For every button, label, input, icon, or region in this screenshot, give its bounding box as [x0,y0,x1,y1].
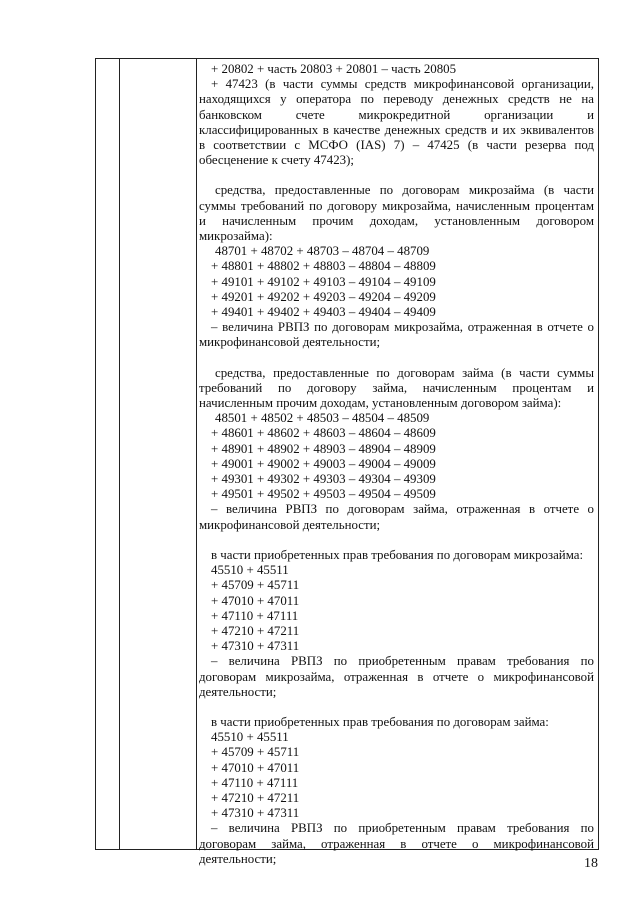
text-line: договорам займа, отраженная в отчете о микрофинансовой [199,836,594,851]
text-line: + 49301 + 49302 + 49303 – 49304 – 49309 [211,472,436,487]
text-line: + 47010 + 47011 [211,593,300,608]
text-line: + 47110 + 47111 [211,775,299,790]
text-line: + 45709 + 45711 [211,745,300,760]
text-line: деятельности; [199,851,277,866]
text-line: в части приобретенных прав требования по договорам займа: [211,714,549,729]
text-line: + 47010 + 47011 [211,760,300,775]
page-number: 18 [584,856,598,871]
text-line: деятельности; [199,684,277,699]
text-line: находящихся у оператора по переводу денежных средств не на [199,92,594,107]
text-line: + 49101 + 49102 + 49103 – 49104 – 49109 [211,274,436,289]
text-line: + 47110 + 47111 [211,608,299,623]
text-line: 48501 + 48502 + 48503 – 48504 – 48509 [215,411,430,426]
text-line: + 48601 + 48602 + 48603 – 48604 – 48609 [211,426,436,441]
text-line: 45510 + 45511 [211,730,289,745]
text-line: средства, предоставленные по договорам займа (в части суммы [215,365,594,380]
text-line: + 49501 + 49502 + 49503 – 49504 – 49509 [211,487,436,502]
text-line: + 47423 (в части суммы средств микрофинансовой организации, [211,77,594,92]
text-line: микрозайма): [199,229,273,244]
paragraph [199,62,594,168]
text-line: суммы требований по договору микрозайма, начисленным процентам [199,198,594,213]
text-line: 45510 + 45511 [211,563,289,578]
text-line: микрофинансовой деятельности; [199,335,381,350]
paragraph [199,548,594,700]
text-line: микрофинансовой деятельности; [199,517,381,532]
text-line: + 47210 + 47211 [211,623,300,638]
paragraph [199,183,594,350]
paragraph [199,366,594,533]
text-line: + 20802 + часть 20803 + 20801 – часть 20805 [211,62,457,76]
table-column-divider [196,59,197,849]
text-line: начисленным прочим доходам, установленным договором займа): [199,396,562,411]
text-line: в соответствии с МСФО (IAS) 7) – 47425 (в части резерва под [199,138,594,153]
text-line: – величина РВПЗ по приобретенным правам требования по [211,821,594,836]
text-line: + 49001 + 49002 + 49003 – 49004 – 49009 [211,456,436,471]
paragraph [199,715,594,867]
paragraph-gap [199,533,594,548]
text-line: и начисленным прочим доходам, установленным договором [199,213,594,228]
table-column-divider [119,59,120,849]
text-line: + 48801 + 48802 + 48803 – 48804 – 48809 [211,259,436,274]
text-line: – величина РВПЗ по договорам займа, отраженная в отчете о [211,502,594,517]
text-line: договорам микрозайма, отраженная в отчете о микрофинансовой [199,669,594,684]
paragraph-gap [199,351,594,366]
text-line: + 49401 + 49402 + 49403 – 49404 – 49409 [211,305,436,320]
table-cell-content [199,62,594,867]
text-line: требований по договору займа, начисленным процентам и [199,380,594,395]
text-line: классифицированных в качестве денежных средств и их эквивалентов [199,122,594,137]
text-line: + 47310 + 47311 [211,639,300,654]
text-line: + 49201 + 49202 + 49203 – 49204 – 49209 [211,289,436,304]
paragraph-gap [199,700,594,715]
text-line: + 47310 + 47311 [211,806,300,821]
text-line: обесценение к счету 47423); [199,153,354,168]
text-line: в части приобретенных прав требования по договорам микрозайма: [211,547,584,562]
text-line: + 48901 + 48902 + 48903 – 48904 – 48909 [211,441,436,456]
paragraph-gap [199,168,594,183]
text-line: банковском счете микрокредитной организации и [199,107,594,122]
text-line: + 47210 + 47211 [211,790,300,805]
text-line: средства, предоставленные по договорам микрозайма (в части [215,183,594,198]
text-line: 48701 + 48702 + 48703 – 48704 – 48709 [215,244,430,259]
text-line: – величина РВПЗ по договорам микрозайма, отраженная в отчете о [211,320,594,335]
text-line: + 45709 + 45711 [211,578,300,593]
text-line: – величина РВПЗ по приобретенным правам требования по [211,654,594,669]
